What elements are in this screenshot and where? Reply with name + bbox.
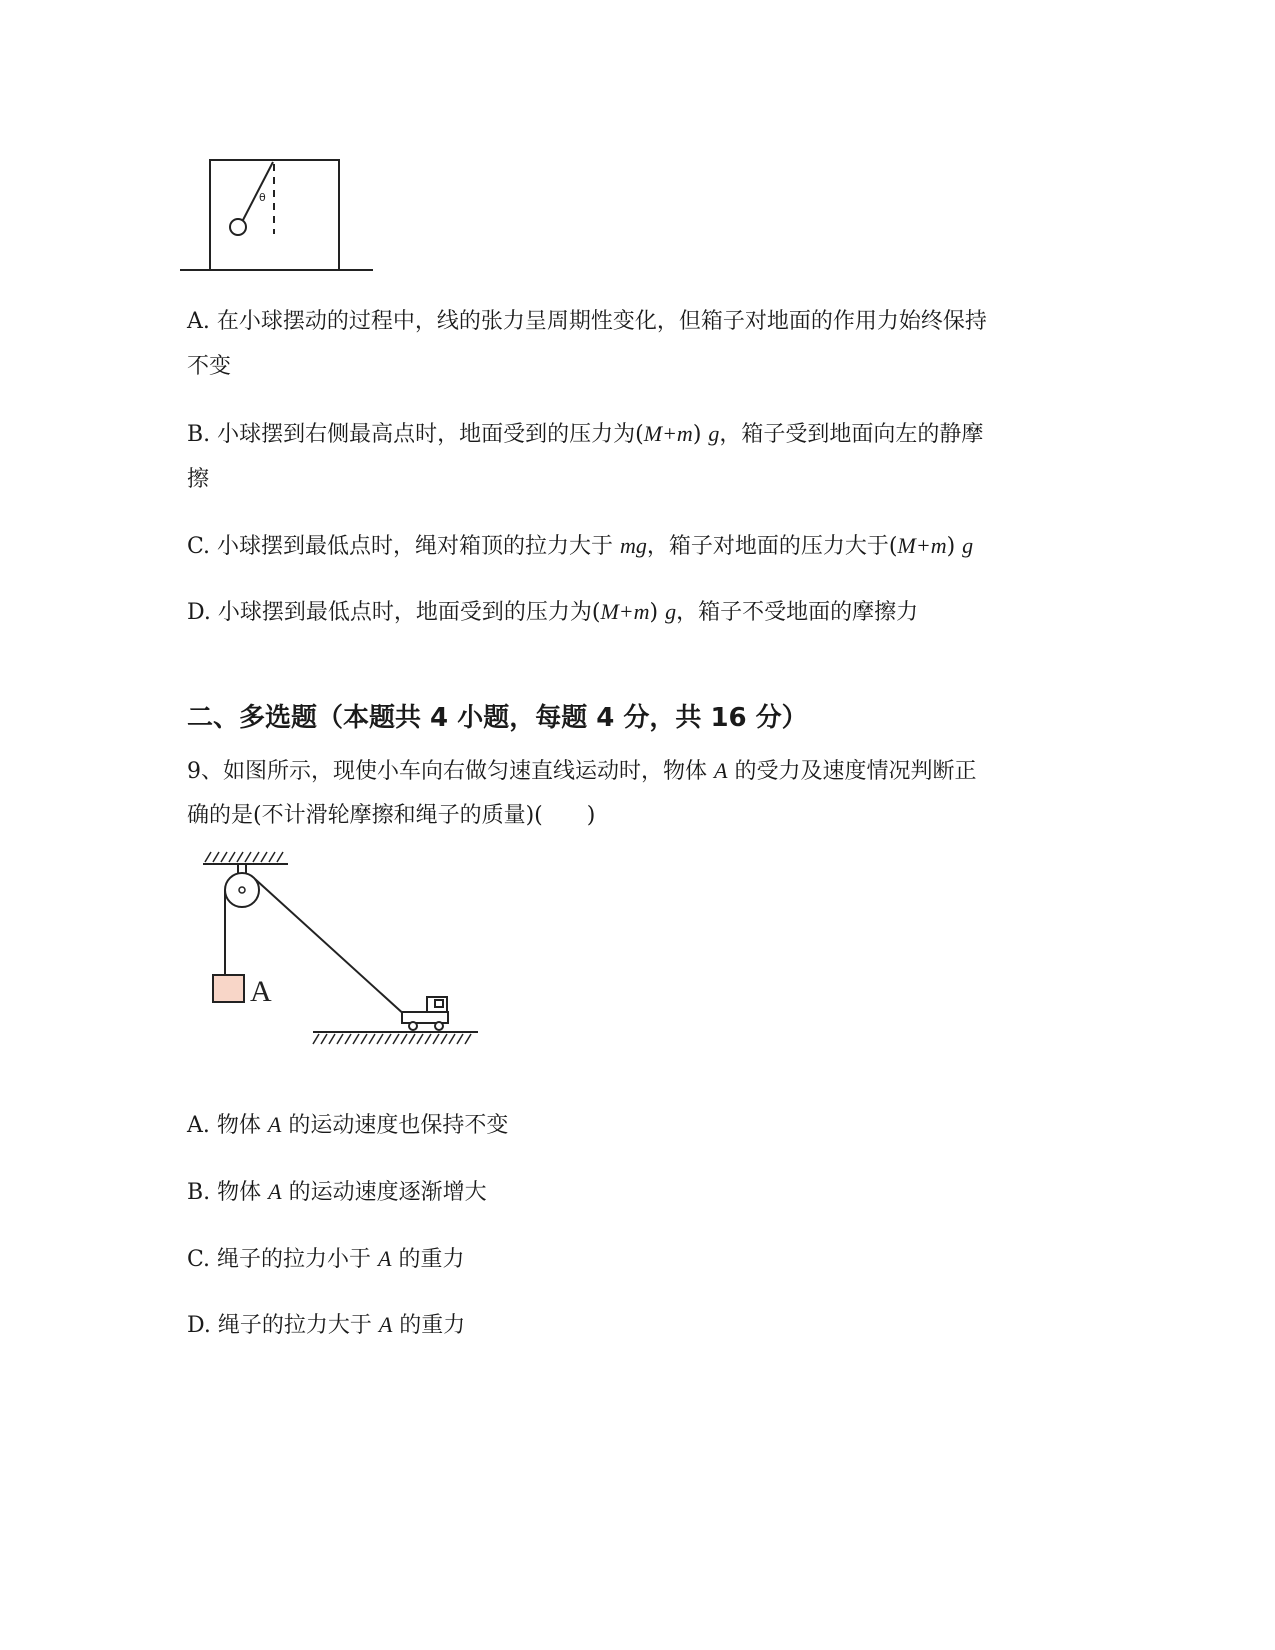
q8-option-a-line1: A. 在小球摆动的过程中，线的张力呈周期性变化，但箱子对地面的作用力始终保持 (187, 309, 987, 334)
pulley-truck-figure (195, 845, 495, 1060)
q8-option-b-line2: 擦 (187, 467, 210, 492)
q8-option-a-line2: 不变 (187, 354, 232, 379)
section-heading: 二、多选题（本题共 4 小题，每题 4 分，共 16 分） (187, 703, 808, 733)
string (243, 162, 273, 220)
q9-option-b: B. 物体 A 的运动速度逐渐增大 (187, 1179, 487, 1205)
block-a-label: A (250, 975, 272, 1008)
pendulum-box-figure (180, 150, 380, 280)
block-a (213, 975, 244, 1002)
rope-slanted (255, 879, 407, 1017)
q9-option-a: A. 物体 A 的运动速度也保持不变 (187, 1112, 509, 1138)
ground-hatch (313, 1034, 471, 1044)
pulley-axle (239, 887, 245, 893)
q8-option-c: C. 小球摆到最低点时，绳对箱顶的拉力大于 mg，箱子对地面的压力大于(M+m) g (187, 533, 974, 559)
q9-stem-line2: 确的是(不计滑轮摩擦和绳子的质量)( ) (187, 803, 596, 828)
box (210, 160, 339, 270)
ceiling-hatch (205, 852, 283, 862)
q9-stem-line1: 9、如图所示，现使小车向右做匀速直线运动时，物体 A 的受力及速度情况判断正 (187, 758, 977, 784)
q9-option-d: D. 绳子的拉力大于 A 的重力 (187, 1312, 466, 1338)
q9-option-c: C. 绳子的拉力小于 A 的重力 (187, 1246, 465, 1272)
q8-option-b-line1: B. 小球摆到右侧最高点时，地面受到的压力为(M+m) g，箱子受到地面向左的静摩 (187, 421, 984, 447)
ball (230, 219, 246, 235)
q8-option-d: D. 小球摆到最低点时，地面受到的压力为(M+m) g，箱子不受地面的摩擦力 (187, 599, 919, 625)
angle-label: θ (259, 191, 266, 204)
truck (402, 997, 448, 1030)
